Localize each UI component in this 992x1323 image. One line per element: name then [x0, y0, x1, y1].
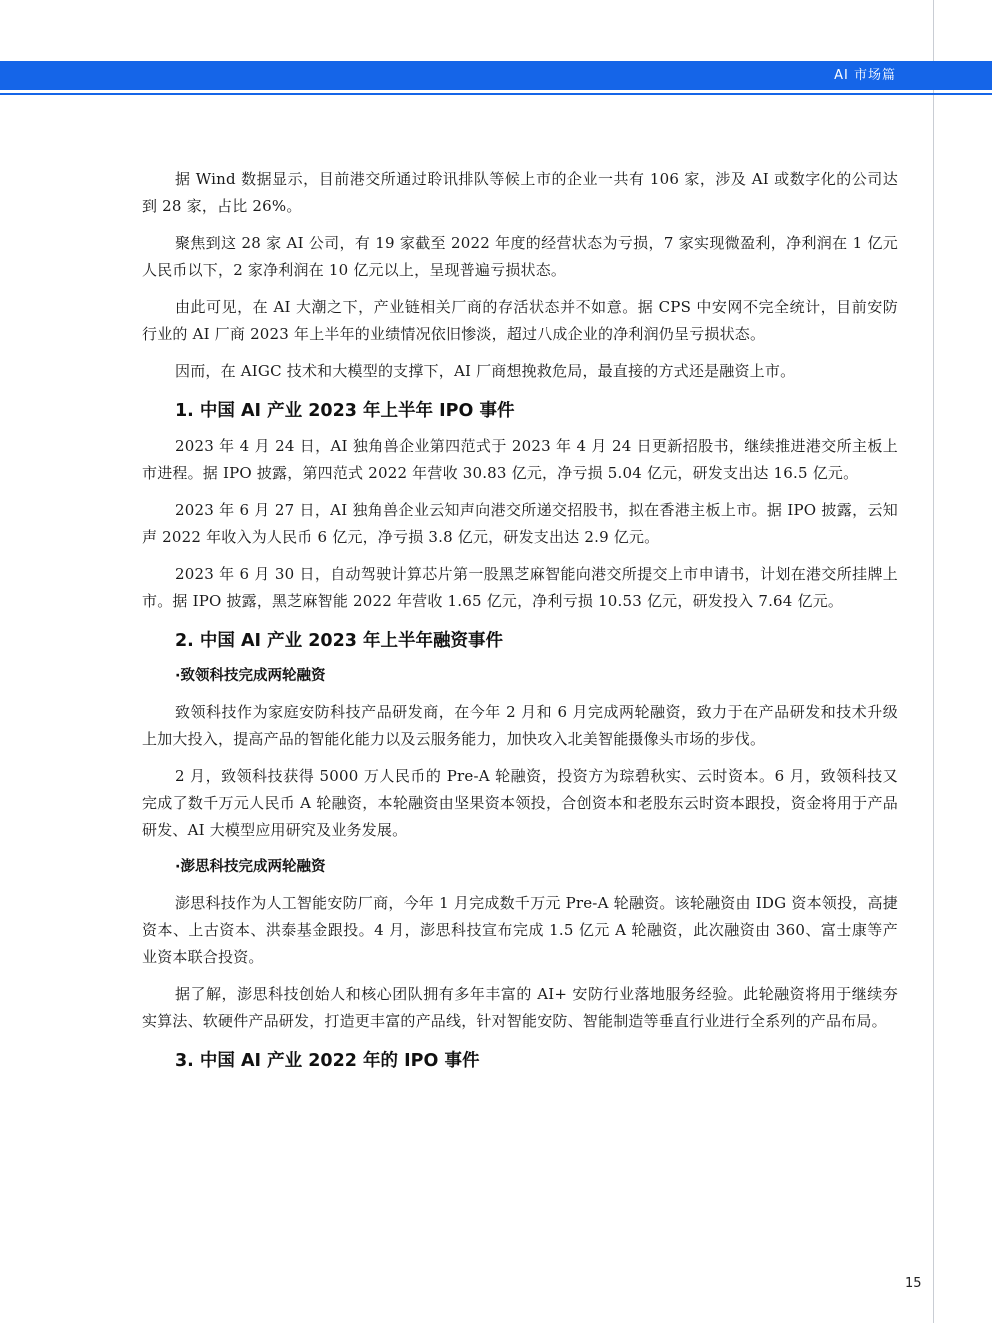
paragraph: 2023 年 4 月 24 日，AI 独角兽企业第四范式于 2023 年 4 月 24 日更新招股书，继续推进港交所主板上市进程。据 IPO 披露，第四范式 2022 年营收 30.83 亿元，净亏损 5.04 亿元，研发支出达 16.5 亿元。: [142, 437, 898, 482]
paragraph: 2023 年 6 月 30 日，自动驾驶计算芯片第一股黑芝麻智能向港交所提交上市申请书，计划在港交所挂牌上市。据 IPO 披露，黑芝麻智能 2022 年营收 1.65 亿元，净利亏损 10.53 亿元，研发投入 7.64 亿元。: [142, 565, 898, 610]
article-body: [142, 166, 898, 1083]
paragraph: 据了解，澎思科技创始人和核心团队拥有多年丰富的 AI+ 安防行业落地服务经验。此轮融资将用于继续夯实算法、软硬件产品研发，打造更丰富的产品线，针对智能安防、智能制造等垂直行业进行全系列的产品布局。: [142, 985, 898, 1030]
paragraph: 致领科技作为家庭安防科技产品研发商，在今年 2 月和 6 月完成两轮融资，致力于在产品研发和技术升级上加大投入，提高产品的智能化能力以及云服务能力，加快攻入北美智能摄像头市场的步伐。: [142, 703, 898, 748]
paragraph: 据 Wind 数据显示，目前港交所通过聆讯排队等候上市的企业一共有 106 家，涉及 AI 或数字化的公司达到 28 家，占比 26%。: [142, 170, 898, 215]
section-heading: 1. 中国 AI 产业 2023 年上半年 IPO 事件: [175, 401, 515, 421]
paragraph: 澎思科技作为人工智能安防厂商，今年 1 月完成数千万元 Pre-A 轮融资。该轮融资由 IDG 资本领投，高捷资本、上古资本、洪泰基金跟投。4 月，澎思科技宣布完成 1.5 亿元 A 轮融资，此次融资由 360、富士康等产业资本联合投资。: [142, 894, 898, 966]
header-underline: [0, 93, 992, 95]
paragraph: 2 月，致领科技获得 5000 万人民币的 Pre-A 轮融资，投资方为琮碧秋实、云时资本。6 月，致领科技又完成了数千万元人民币 A 轮融资，本轮融资由坚果资本领投，合创资本和老股东云时资本跟投，资金将用于产品研发、AI 大模型应用研究及业务发展。: [142, 767, 898, 839]
paragraph: 因而，在 AIGC 技术和大模型的支撑下，AI 厂商想挽救危局，最直接的方式还是融资上市。: [175, 362, 796, 380]
sub-heading: ·致领科技完成两轮融资: [175, 668, 326, 684]
sub-heading: ·澎思科技完成两轮融资: [175, 859, 326, 875]
section-label: AI 市场篇: [834, 68, 896, 83]
section-heading: 2. 中国 AI 产业 2023 年上半年融资事件: [175, 631, 504, 651]
right-margin-rule: [933, 0, 934, 1323]
page-number: 15: [905, 1276, 922, 1291]
paragraph: 聚焦到这 28 家 AI 公司，有 19 家截至 2022 年度的经营状态为亏损，7 家实现微盈利，净利润在 1 亿元人民币以下，2 家净利润在 10 亿元以上，呈现普遍亏损状态。: [142, 234, 898, 279]
paragraph: 由此可见，在 AI 大潮之下，产业链相关厂商的存活状态并不如意。据 CPS 中安网不完全统计，目前安防行业的 AI 厂商 2023 年上半年的业绩情况依旧惨淡，超过八成企业的净利润仍呈亏损状态。: [142, 298, 898, 343]
section-heading: 3. 中国 AI 产业 2022 年的 IPO 事件: [175, 1051, 480, 1071]
paragraph: 2023 年 6 月 27 日，AI 独角兽企业云知声向港交所递交招股书，拟在香港主板上市。据 IPO 披露，云知声 2022 年收入为人民币 6 亿元，净亏损 3.8 亿元，研发支出达 2.9 亿元。: [142, 501, 898, 546]
